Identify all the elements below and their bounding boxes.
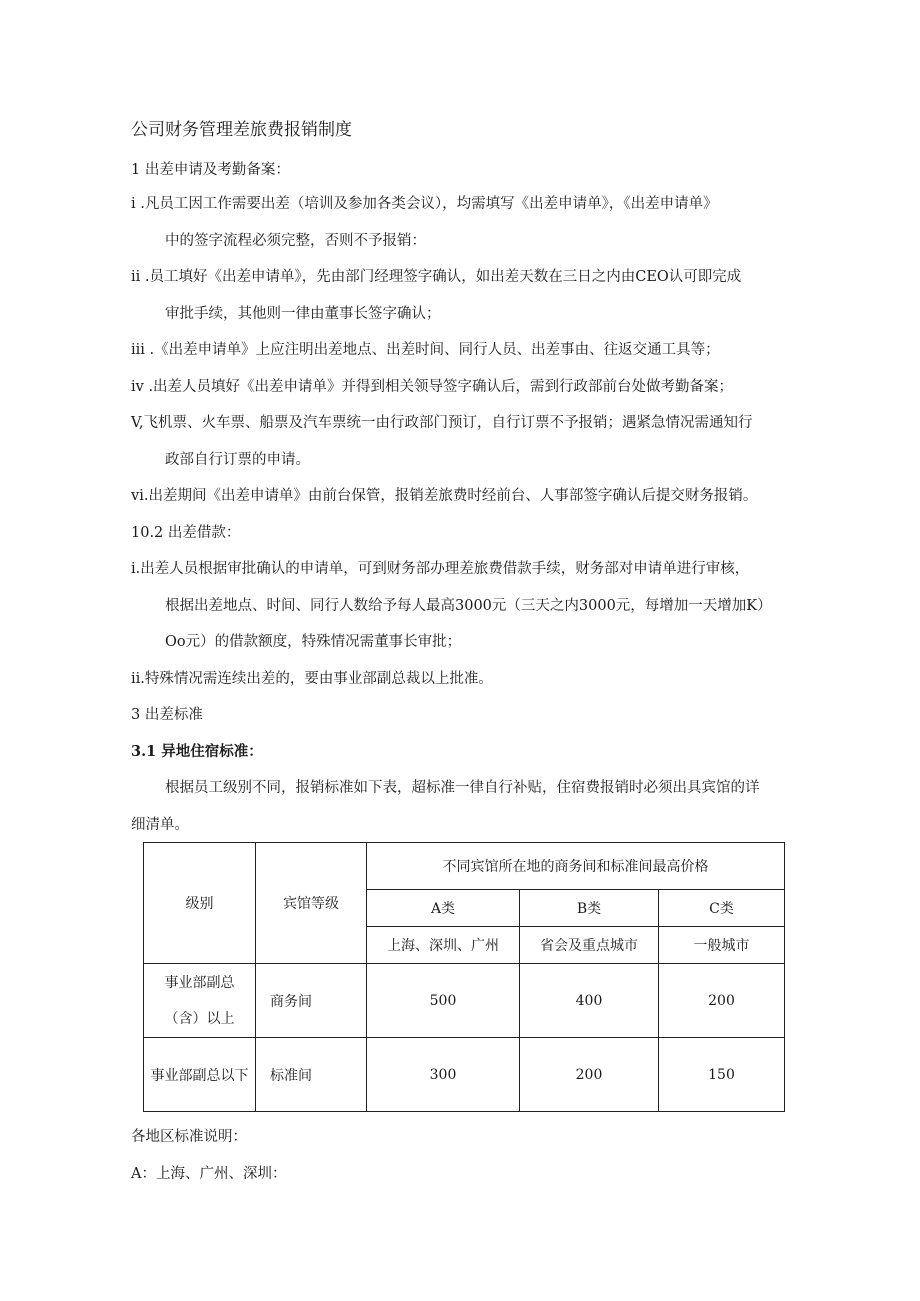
hotel-standard-table: [143, 842, 785, 1112]
row-price-a: 300: [367, 1038, 520, 1112]
document-title: 公司财务管理差旅费报销制度: [131, 120, 352, 140]
row-room: 商务间: [256, 964, 367, 1038]
section-3-paragraph: 根据员工级别不同，报销标准如下表，超标准一律自行补贴，住宿费报销时必须出具宾馆的详: [165, 780, 760, 796]
header-class-a: A类: [367, 890, 520, 927]
row-price-c: 200: [659, 964, 785, 1038]
section-1-item-ii-cont: 审批手续，其他则一律由董事长签字确认；: [165, 306, 441, 322]
section-1-item-ii: ii .员工填好《出差申请单》，先由部门经理签字确认，如出差天数在三日之内由CEO认可即完成: [131, 269, 742, 285]
table-row: [144, 1038, 785, 1112]
header-price: 不同宾馆所在地的商务间和标准间最高价格: [367, 843, 785, 890]
header-cities-c: 一般城市: [659, 927, 785, 964]
row-price-b: 200: [520, 1038, 659, 1112]
region-note-a: A：上海、广州、深圳：: [131, 1166, 287, 1182]
header-hotel-grade: 宾馆等级: [256, 843, 367, 964]
section-1-item-v: V,飞机票、火车票、船票及汽车票统一由行政部门预订，自行订票不予报销；遇紧急情况需通知行: [131, 415, 753, 431]
section-1-item-i-cont: 中的签字流程必须完整，否则不予报销：: [165, 233, 426, 249]
section-3-paragraph-cont: 细清单。: [131, 817, 189, 833]
header-class-c: C类: [659, 890, 785, 927]
section-1-item-v-cont: 政部自行订票的申请。: [165, 452, 310, 468]
section-1-heading: 1 出差申请及考勤备案：: [131, 162, 290, 178]
section-1-item-iii: iii .《出差申请单》上应注明出差地点、出差时间、同行人员、出差事由、往返交通工具等；: [131, 342, 720, 358]
row-level-line2: （含）以上: [164, 1010, 235, 1027]
region-note-heading: 各地区标准说明：: [131, 1129, 247, 1145]
section-1-item-i: i .凡员工因工作需要出差（培训及参加各类会议），均需填写《出差申请单》，《出差申请单》: [131, 196, 718, 212]
section-2-item-i: i.出差人员根据审批确认的申请单，可到财务部办理差旅费借款手续，财务部对申请单进行审核，: [131, 561, 750, 577]
row-level-line1: 事业部副总: [164, 974, 235, 991]
section-2-heading: 10.2 出差借款：: [131, 525, 241, 541]
row-level: [144, 964, 256, 1038]
row-level: 事业部副总以下: [144, 1038, 256, 1112]
header-cities-a: 上海、深圳、广州: [367, 927, 520, 964]
section-2-item-i-cont2: Oo元）的借款额度，特殊情况需董事长审批；: [165, 634, 462, 650]
section-3-heading: 3 出差标准: [131, 707, 203, 723]
section-1-item-vi: vi.出差期间《出差申请单》由前台保管，报销差旅费时经前台、人事部签字确认后提交财务报销。: [131, 488, 758, 504]
row-price-a: 500: [367, 964, 520, 1038]
row-price-c: 150: [659, 1038, 785, 1112]
row-room: 标准间: [256, 1038, 367, 1112]
section-2-item-ii: ii.特殊情况需连续出差的，要由事业部副总裁以上批准。: [131, 671, 493, 687]
header-cities-b: 省会及重点城市: [520, 927, 659, 964]
header-level: 级别: [144, 843, 256, 964]
section-3-1-heading: 3.1 异地住宿标准：: [131, 743, 263, 760]
header-class-b: B类: [520, 890, 659, 927]
row-price-b: 400: [520, 964, 659, 1038]
table-row: [144, 964, 785, 1038]
section-1-item-iv: iv .出差人员填好《出差申请单》并得到相关领导签字确认后，需到行政部前台处做考勤备案；: [131, 379, 734, 395]
section-2-item-i-cont: 根据出差地点、时间、同行人数给予每人最高3000元（三天之内3000元，每增加一天增加K）: [165, 598, 772, 614]
